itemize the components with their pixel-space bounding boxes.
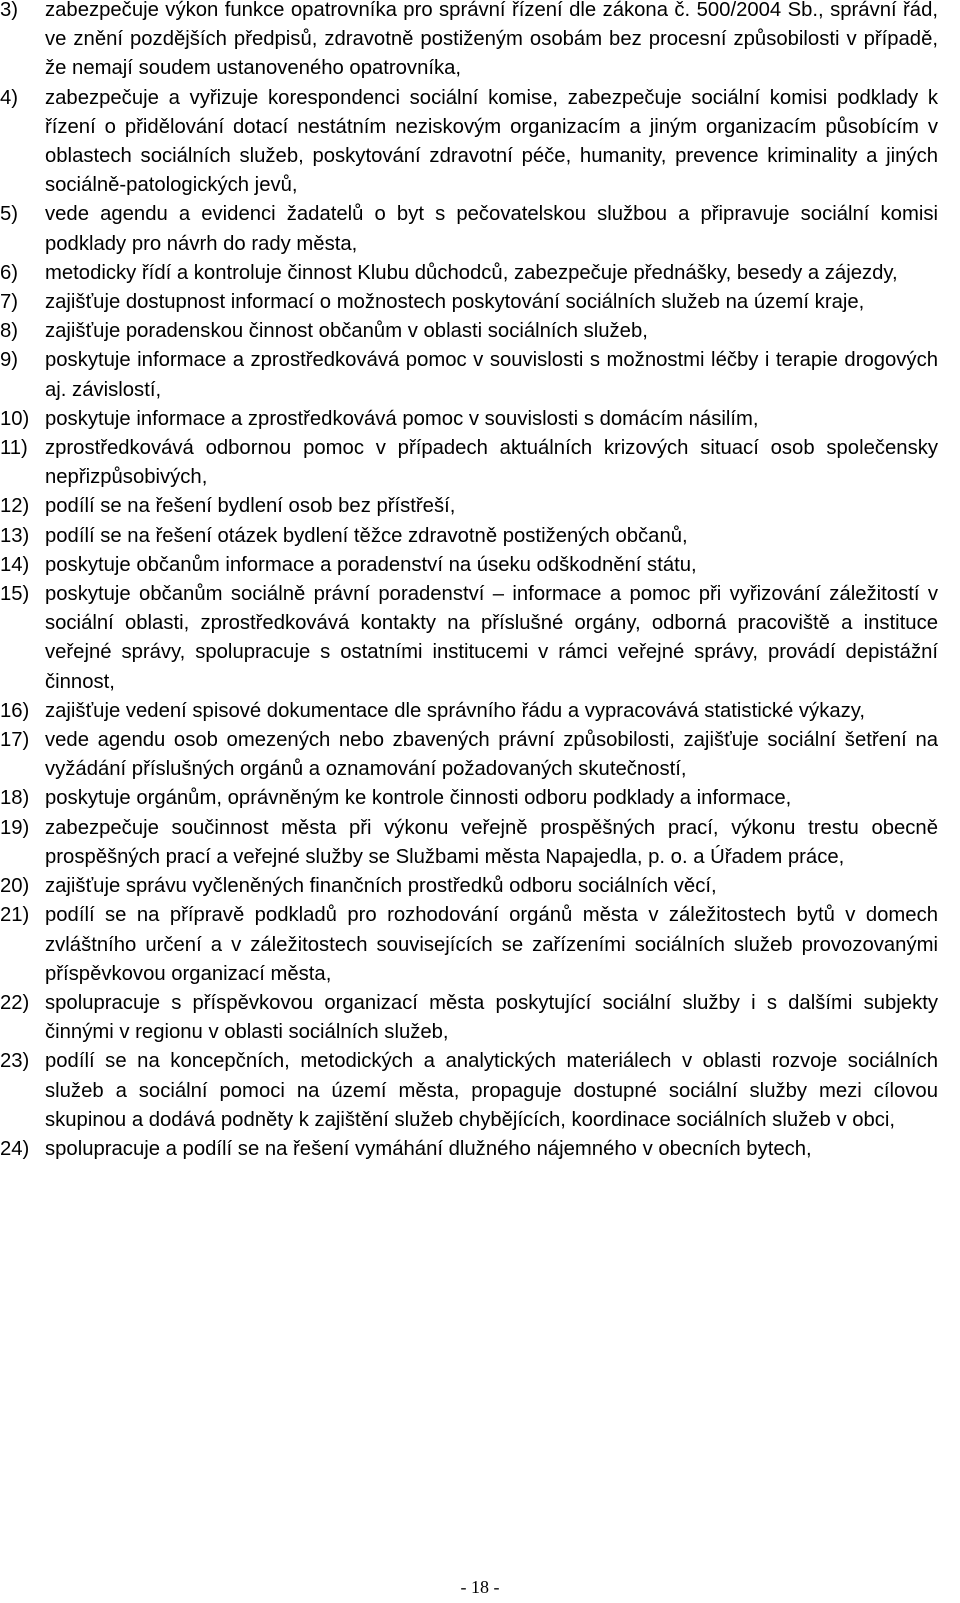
item-number: 10) [0,407,30,430]
list-item [0,1135,938,1164]
item-number: 23) [0,1050,30,1073]
item-text: zprostředkovává odbornou pomoc v případech aktuálních krizových situací osob společensky nepřizpůsobivých, [45,437,938,489]
item-text: zajišťuje správu vyčleněných finančních prostředků odboru sociálních věcí, [45,875,717,898]
item-text: zajišťuje dostupnost informací o možnostech poskytování sociálních služeb na území kraje, [45,291,865,314]
item-number: 16) [0,699,30,722]
list-item [0,901,938,989]
item-text: zabezpečuje výkon funkce opatrovníka pro správní řízení dle zákona č. 500/2004 Sb., správní řád, ve znění pozdějších předpisů, zdravotně postiženým osobám bez procesní způsobilosti v případě, že nemají soudem ustanoveného opatrovníka, [45,0,938,80]
item-number: 8) [0,320,19,343]
item-text: metodicky řídí a kontroluje činnost Klubu důchodců, zabezpečuje přednášky, besedy a zájezdy, [45,261,898,284]
item-number: 20) [0,875,30,898]
item-text: vede agendu a evidenci žadatelů o byt s pečovatelskou službou a připravuje sociální komisi podklady pro návrh do rady města, [45,203,938,255]
item-text: poskytuje informace a zprostředkovává pomoc v souvislosti s možnostmi léčby i terapie drogových aj. závislostí, [45,349,938,401]
item-number: 18) [0,787,30,810]
list-item [0,580,938,697]
list-item [0,434,938,492]
item-number: 19) [0,816,30,839]
item-text: podílí se na koncepčních, metodických a analytických materiálech v oblasti rozvoje sociálních služeb a sociální pomoci na území města, propaguje dostupné sociální služby mezi cílovou skupinou a dodává podněty k zajištění služeb chybějících, koordinace sociálních služeb v obci, [45,1050,938,1131]
item-number: 7) [0,291,19,314]
list-item [0,317,938,346]
item-number: 3) [0,0,19,21]
list-item [0,259,938,288]
list-item [0,200,938,258]
list-item [0,726,938,784]
item-text: spolupracuje s příspěvkovou organizací města poskytující sociální služby i s dalšími subjekty činnými v regionu v oblasti sociálních služeb, [45,991,938,1044]
item-number: 6) [0,261,19,284]
list-item [0,405,938,434]
item-number: 5) [0,203,19,226]
item-text: podílí se na řešení otázek bydlení těžce zdravotně postižených občanů, [45,524,688,547]
list-item [0,346,938,404]
item-number: 15) [0,583,30,606]
item-text: zabezpečuje součinnost města při výkonu veřejně prospěšných prací, výkonu trestu obecně prospěšných prací a veřejné služby se Službami města Napajedla, p. o. a Úřadem práce, [45,816,938,868]
page-number: - 18 - [460,1577,500,1597]
item-number: 9) [0,349,19,372]
list-item [0,288,938,317]
item-text: podílí se na přípravě podkladů pro rozhodování orgánů města v záležitostech bytů v domech zvláštního určení a v záležitostech souvisejících se zařízeními sociálních služeb provozovanými příspěvkovou organizací města, [45,904,938,985]
item-text: poskytuje občanům informace a poradenství na úseku odškodnění státu, [45,553,697,576]
list-item [0,989,938,1047]
list-item [0,872,938,901]
item-number: 21) [0,904,30,927]
item-text: vede agendu osob omezených nebo zbavených právní způsobilosti, zajišťuje sociální šetření na vyžádání příslušných orgánů a oznamování požadovaných skutečností, [45,729,938,781]
list-item [0,814,938,872]
list-item [0,492,938,521]
item-text: zajišťuje vedení spisové dokumentace dle správního řádu a vypracovává statistické výkazy, [45,699,866,722]
list-item [0,0,938,84]
item-text: poskytuje občanům sociálně právní poradenství – informace a pomoc při vyřizování záležitostí v sociální oblasti, zprostředkovává kontakty na příslušné orgány, odborná pracoviště a instituce veřejné správy, spolupracuje s ostatními institucemi v rámci veřejné správy, provádí depistážní činnost, [45,583,938,693]
list-item [0,1047,938,1135]
list-item [0,551,938,580]
item-number: 24) [0,1137,30,1160]
item-number: 4) [0,86,19,109]
list-item [0,84,938,201]
item-number: 12) [0,495,30,518]
item-text: poskytuje orgánům, oprávněným ke kontrole činnosti odboru podklady a informace, [45,787,792,810]
item-text: poskytuje informace a zprostředkovává pomoc v souvislosti s domácím násilím, [45,407,759,430]
item-number: 14) [0,553,30,576]
item-text: zabezpečuje a vyřizuje korespondenci sociální komise, zabezpečuje sociální komisi podklady k řízení o přidělování dotací nestátním neziskovým organizacím a jiným organizacím působícím v oblastech sociálních služeb, poskytování zdravotní péče, humanity, prevence kriminality a jiných sociálně-patologických jevů, [45,86,938,197]
item-text: spolupracuje a podílí se na řešení vymáhání dlužného nájemného v obecních bytech, [45,1137,812,1160]
list-item [0,697,938,726]
item-number: 11) [0,437,28,460]
list-item [0,522,938,551]
item-number: 22) [0,991,30,1014]
item-number: 13) [0,524,30,547]
list-item [0,784,938,813]
item-text: podílí se na řešení bydlení osob bez přístřeší, [45,495,456,518]
item-text: zajišťuje poradenskou činnost občanům v oblasti sociálních služeb, [45,320,648,343]
item-number: 17) [0,729,30,752]
